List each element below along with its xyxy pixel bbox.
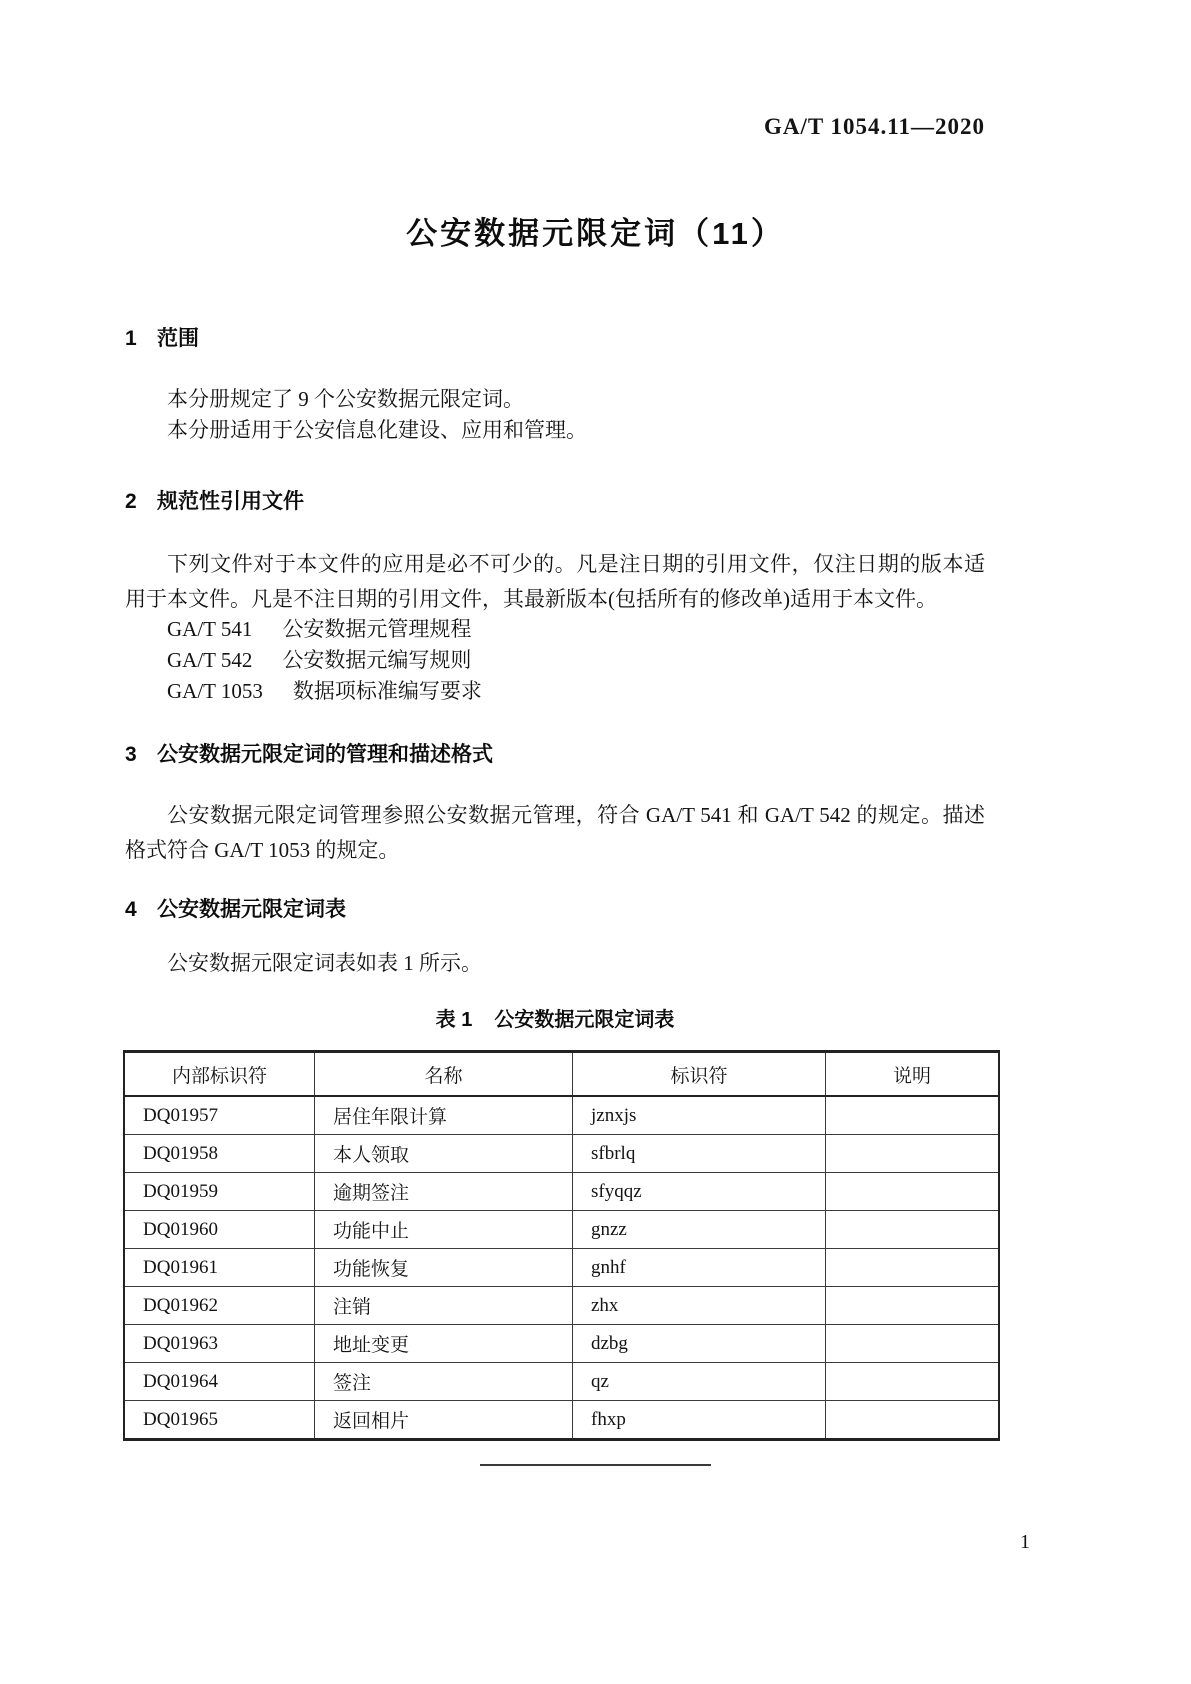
section-2-number: 2	[125, 490, 137, 513]
cell-note	[826, 1173, 1000, 1211]
cell-identifier: fhxp	[573, 1401, 826, 1440]
section-2-heading	[125, 485, 985, 515]
cell-identifier: gnhf	[573, 1249, 826, 1287]
cell-note	[826, 1325, 1000, 1363]
cell-internal-id: DQ01957	[124, 1096, 315, 1135]
cell-internal-id: DQ01958	[124, 1135, 315, 1173]
cell-internal-id: DQ01962	[124, 1287, 315, 1325]
reference-item	[167, 614, 985, 645]
cell-name: 功能恢复	[315, 1249, 573, 1287]
cell-identifier: sfyqqz	[573, 1173, 826, 1211]
table-caption	[125, 1003, 985, 1032]
section-3-number: 3	[125, 743, 137, 766]
cell-name: 功能中止	[315, 1211, 573, 1249]
reference-list	[125, 614, 985, 707]
cell-note	[826, 1287, 1000, 1325]
reference-title: 公安数据元管理规程	[282, 617, 472, 641]
table-row	[124, 1135, 999, 1173]
section-1-number: 1	[125, 327, 137, 350]
cell-note	[826, 1211, 1000, 1249]
column-header-internal-id: 内部标识符	[124, 1052, 315, 1097]
section-1-title: 范围	[157, 327, 199, 350]
table-row	[124, 1249, 999, 1287]
cell-identifier: dzbg	[573, 1325, 826, 1363]
table-header-row	[124, 1052, 999, 1097]
reference-code: GA/T 541	[167, 617, 253, 641]
document-title: 公安数据元限定词（11）	[406, 216, 785, 251]
table-row	[124, 1363, 999, 1401]
table-row	[124, 1096, 999, 1135]
reference-item	[167, 676, 985, 707]
page-number: 1	[1020, 1531, 1030, 1553]
cell-note	[826, 1135, 1000, 1173]
cell-note	[826, 1096, 1000, 1135]
document-end-rule	[480, 1464, 711, 1466]
qualifier-table-body	[124, 1096, 999, 1440]
reference-title: 数据项标准编写要求	[292, 679, 482, 703]
section-2-paragraph: 下列文件对于本文件的应用是必不可少的。凡是注日期的引用文件，仅注日期的版本适用于本文件。凡是不注日期的引用文件，其最新版本(包括所有的修改单)适用于本文件。	[125, 552, 985, 611]
reference-code: GA/T 542	[167, 648, 253, 672]
table-row	[124, 1401, 999, 1440]
reference-item	[167, 645, 985, 676]
cell-note	[826, 1249, 1000, 1287]
table-row	[124, 1325, 999, 1363]
section-2-title: 规范性引用文件	[157, 490, 304, 513]
cell-internal-id: DQ01963	[124, 1325, 315, 1363]
table-row	[124, 1173, 999, 1211]
cell-identifier: sfbrlq	[573, 1135, 826, 1173]
cell-name: 逾期签注	[315, 1173, 573, 1211]
section-3-title: 公安数据元限定词的管理和描述格式	[157, 743, 493, 766]
section-1-paragraph: 本分册适用于公安信息化建设、应用和管理。	[167, 418, 587, 442]
section-1-heading	[125, 322, 985, 352]
table-caption-title: 公安数据元限定词表	[494, 1009, 675, 1031]
section-4-paragraph: 公安数据元限定词表如表 1 所示。	[167, 951, 482, 975]
column-header-note: 说明	[826, 1052, 1000, 1097]
cell-internal-id: DQ01964	[124, 1363, 315, 1401]
qualifier-table	[123, 1050, 1000, 1441]
cell-internal-id: DQ01961	[124, 1249, 315, 1287]
reference-title: 公安数据元编写规则	[282, 648, 472, 672]
cell-identifier: gnzz	[573, 1211, 826, 1249]
cell-name: 注销	[315, 1287, 573, 1325]
cell-name: 返回相片	[315, 1401, 573, 1440]
cell-name: 居住年限计算	[315, 1096, 573, 1135]
section-3-paragraph: 公安数据元限定词管理参照公安数据元管理，符合 GA/T 541 和 GA/T 542 的规定。描述格式符合 GA/T 1053 的规定。	[125, 803, 985, 862]
cell-note	[826, 1401, 1000, 1440]
section-4-number: 4	[125, 898, 137, 921]
cell-name: 本人领取	[315, 1135, 573, 1173]
standard-number: GA/T 1054.11—2020	[763, 114, 985, 139]
section-1-paragraph: 本分册规定了 9 个公安数据元限定词。	[167, 387, 524, 411]
column-header-name: 名称	[315, 1052, 573, 1097]
cell-identifier: zhx	[573, 1287, 826, 1325]
section-3-heading	[125, 738, 985, 768]
cell-identifier: jznxjs	[573, 1096, 826, 1135]
table-caption-number: 表 1	[435, 1009, 473, 1031]
table-row	[124, 1287, 999, 1325]
column-header-identifier: 标识符	[573, 1052, 826, 1097]
reference-code: GA/T 1053	[167, 679, 263, 703]
cell-internal-id: DQ01959	[124, 1173, 315, 1211]
cell-identifier: qz	[573, 1363, 826, 1401]
cell-note	[826, 1363, 1000, 1401]
cell-internal-id: DQ01965	[124, 1401, 315, 1440]
cell-name: 地址变更	[315, 1325, 573, 1363]
section-4-title: 公安数据元限定词表	[157, 898, 346, 921]
section-4-heading	[125, 893, 985, 923]
qualifier-table-header	[124, 1052, 999, 1097]
table-row	[124, 1211, 999, 1249]
cell-name: 签注	[315, 1363, 573, 1401]
cell-internal-id: DQ01960	[124, 1211, 315, 1249]
